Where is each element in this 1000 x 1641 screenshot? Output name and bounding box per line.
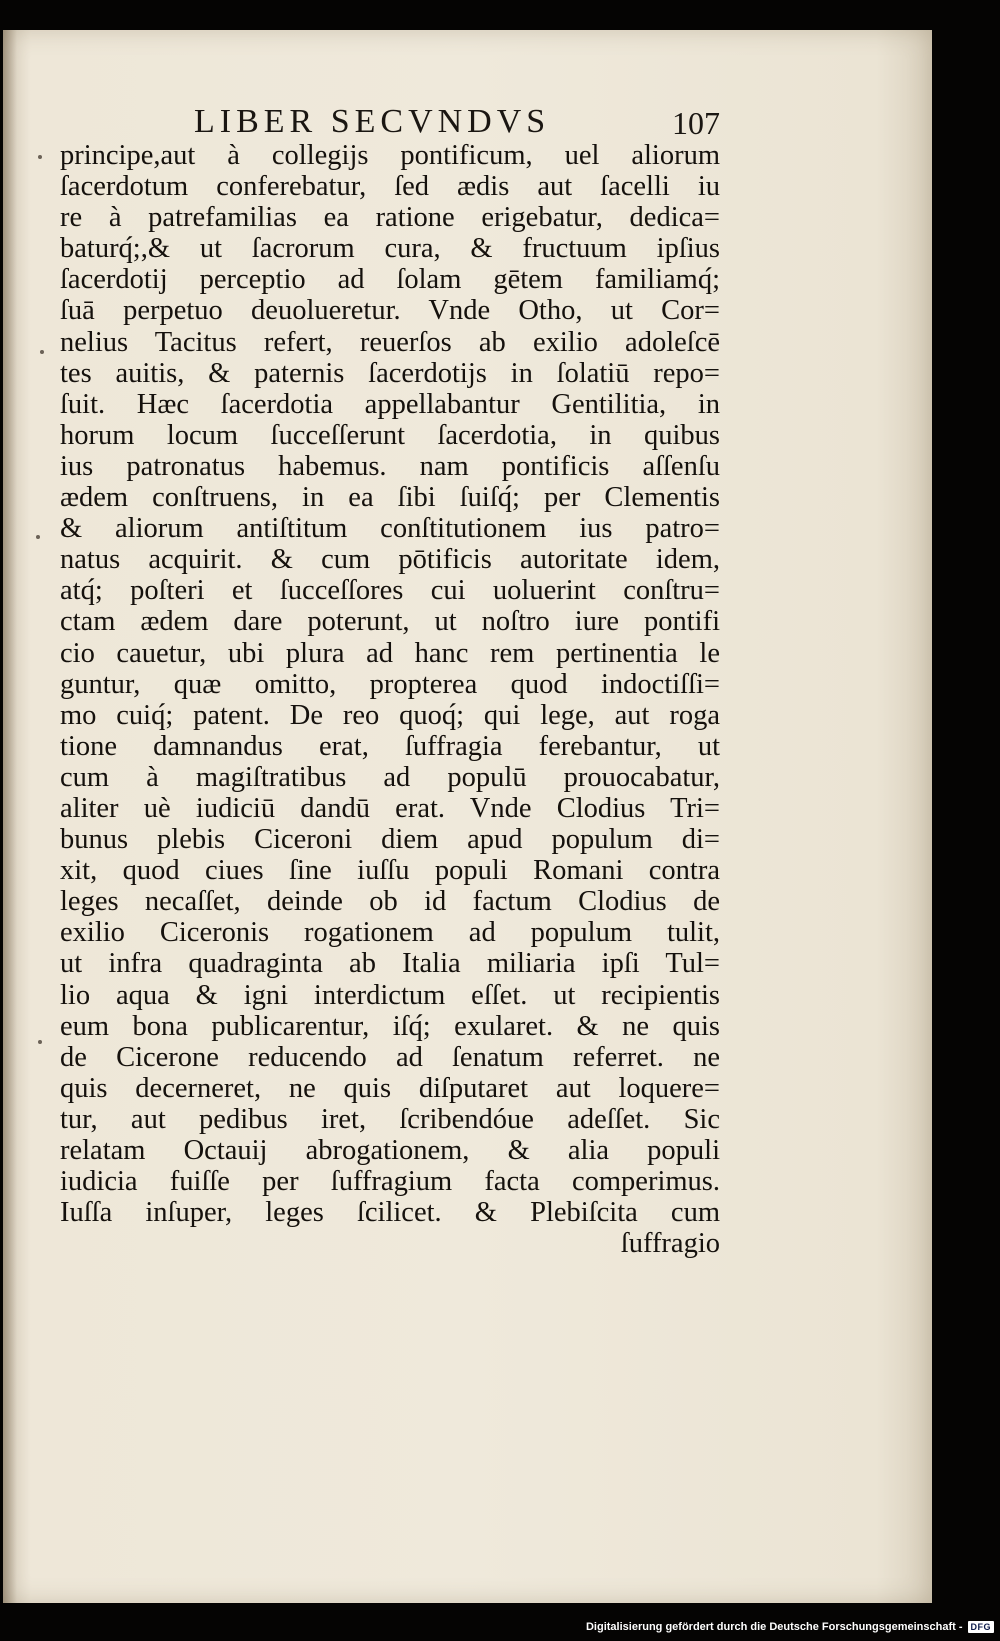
margin-speck — [36, 535, 40, 539]
text-line: tes auitis, & paternis ſacerdotijs in ſolatiū repo= — [60, 357, 720, 389]
text-line: exilio Ciceronis rogationem ad populum tulit, — [60, 917, 720, 949]
text-line: mo cuiq́; patent. De reo quoq́; qui lege, aut roga — [60, 699, 720, 731]
margin-speck — [40, 350, 44, 354]
text-line: guntur, quæ omitto, propterea quod indoctiſſi= — [60, 668, 720, 700]
text-line: re à patrefamilias ea ratione erigebatur, dedica= — [60, 202, 720, 234]
text-line: tione damnandus erat, ſuffragia ferebantur, ut — [60, 730, 720, 762]
dfg-logo: DFG — [968, 1621, 995, 1633]
text-line: xit, quod ciues ſine iuſſu populi Romani contra — [60, 855, 720, 887]
text-line: aliter uè iudiciū dandū erat. Vnde Clodius Tri= — [60, 792, 720, 824]
text-line: eum bona publicarentur, iſq́; exularet. & ne quis — [60, 1010, 720, 1042]
text-line: leges necaſſet, deinde ob id factum Clodius de — [60, 886, 720, 918]
text-line: tur, aut pedibus iret, ſcribendóue adeſſet. Sic — [60, 1103, 720, 1135]
text-line: bunus plebis Ciceroni diem apud populum di= — [60, 824, 720, 856]
text-line: ut infra quadraginta ab Italia miliaria ipſi Tul= — [60, 948, 720, 980]
text-line: principe,aut à collegijs pontificum, uel aliorum — [60, 140, 720, 171]
text-line: & aliorum antiſtitum conſtitutionem ius patro= — [60, 513, 720, 545]
text-line: cum à magiſtratibus ad populū prouocabatur, — [60, 761, 720, 793]
text-line: ſacerdotij perceptio ad ſolam gētem familiamq́; — [60, 264, 720, 296]
text-line: natus acquirit. & cum pōtificis autoritate idem, — [60, 544, 720, 576]
text-line: ius patronatus habemus. nam pontificis aſſenſu — [60, 450, 720, 482]
body-text — [60, 140, 720, 1259]
margin-speck — [38, 1040, 42, 1044]
digitization-footer — [586, 1619, 994, 1635]
text-line: lio aqua & igni interdictum eſſet. ut recipientis — [60, 979, 720, 1011]
running-head: LIBER SECVNDVS — [194, 103, 551, 140]
catchword: ſuffragio — [620, 1228, 720, 1260]
text-line: cio cauetur, ubi plura ad hanc rem pertinentia le — [60, 637, 720, 669]
text-line: ædem conſtruens, in ea ſibi ſuiſq́; per Clementis — [60, 482, 720, 514]
text-line: relatam Octauij abrogationem, & alia populi — [60, 1135, 720, 1166]
text-line: ſuā perpetuo deuolueretur. Vnde Otho, ut Cor= — [60, 295, 720, 327]
funding-credit: Digitalisierung gefördert durch die Deutsche Forschungsgemeinschaft - — [585, 1621, 963, 1633]
margin-speck — [38, 155, 42, 159]
text-line: iudicia fuiſſe per ſuffragium facta comperimus. — [60, 1166, 720, 1198]
text-line: ſuit. Hæc ſacerdotia appellabantur Gentilitia, in — [60, 388, 720, 420]
text-line: nelius Tacitus refert, reuerſos ab exilio adoleſcē — [60, 326, 720, 358]
gutter-shadow — [3, 30, 17, 1603]
text-line: Iuſſa inſuper, leges ſcilicet. & Plebiſcita cum — [60, 1197, 720, 1229]
text-line: atq́; poſteri et ſucceſſores cui uoluerint conſtru= — [60, 575, 720, 607]
text-line: quis decerneret, ne quis diſputaret aut loquere= — [60, 1072, 720, 1104]
text-line: ſacerdotum conferebatur, ſed ædis aut ſacelli iu — [60, 171, 720, 203]
text-line: baturq́;,& ut ſacrorum cura, & fructuum ipſius — [60, 233, 720, 265]
text-line: horum locum ſucceſſerunt ſacerdotia, in quibus — [60, 419, 720, 451]
text-line: de Cicerone reducendo ad ſenatum referret. ne — [60, 1041, 720, 1073]
text-line: ctam ædem dare poterunt, ut noſtro iure pontifi — [60, 606, 720, 638]
page-number: 107 — [672, 105, 720, 141]
